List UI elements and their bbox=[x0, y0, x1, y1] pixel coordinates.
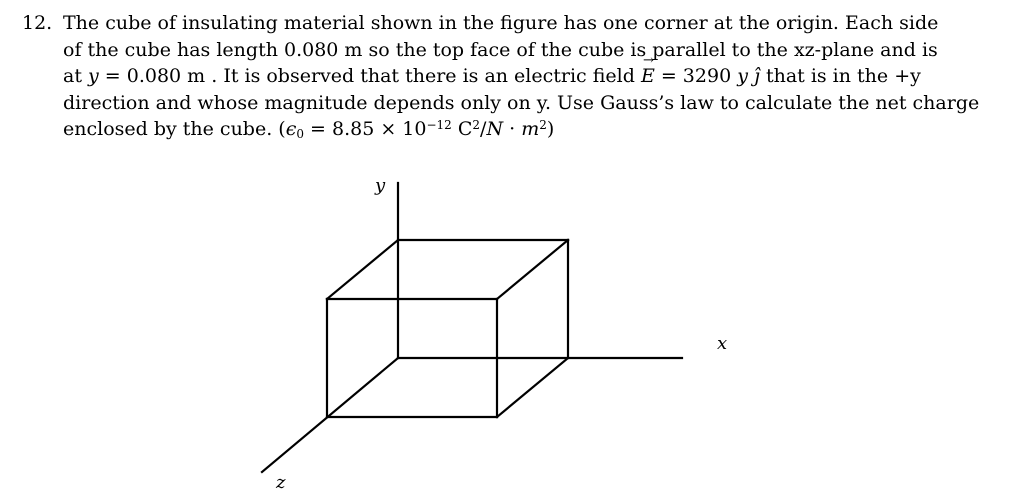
electric-field-vector: → E bbox=[641, 63, 655, 90]
cube-edge bbox=[497, 240, 568, 299]
problem-line-5: enclosed by the cube. ($\epsilon_0 = 8.85 \times 10^{-12}$ $C^2/N \cdot m^2$) bbox=[63, 118, 555, 141]
cube-edge bbox=[327, 240, 398, 299]
z-axis bbox=[262, 358, 398, 472]
problem-number: 12. bbox=[22, 12, 53, 34]
variable-y: y bbox=[88, 65, 99, 87]
problem-line-3: at y = 0.080 m . It is observed that there is an electric field → E = 3290 y ĵ that is in the +y bbox=[22, 63, 942, 90]
cube-edge bbox=[497, 358, 568, 417]
z-axis-label: z bbox=[276, 472, 286, 493]
epsilon-symbol: ϵ bbox=[285, 118, 297, 140]
unit-vector-j: ĵ bbox=[754, 65, 760, 87]
variable-y-2: y bbox=[737, 65, 748, 87]
problem-line-2: of the cube has length 0.080 m so the top face of the cube is parallel to the xz-plane and is bbox=[63, 38, 938, 61]
problem-line-1: 12. The cube of insulating material shown in the figure has one corner at the origin. Each side bbox=[22, 10, 942, 37]
cube bbox=[327, 240, 568, 417]
problem-line-4: direction and whose magnitude depends only on y. Use Gauss’s law to calculate the net charge bbox=[63, 91, 980, 114]
y-axis-label: y bbox=[375, 175, 386, 196]
x-axis-label: x bbox=[717, 333, 728, 354]
